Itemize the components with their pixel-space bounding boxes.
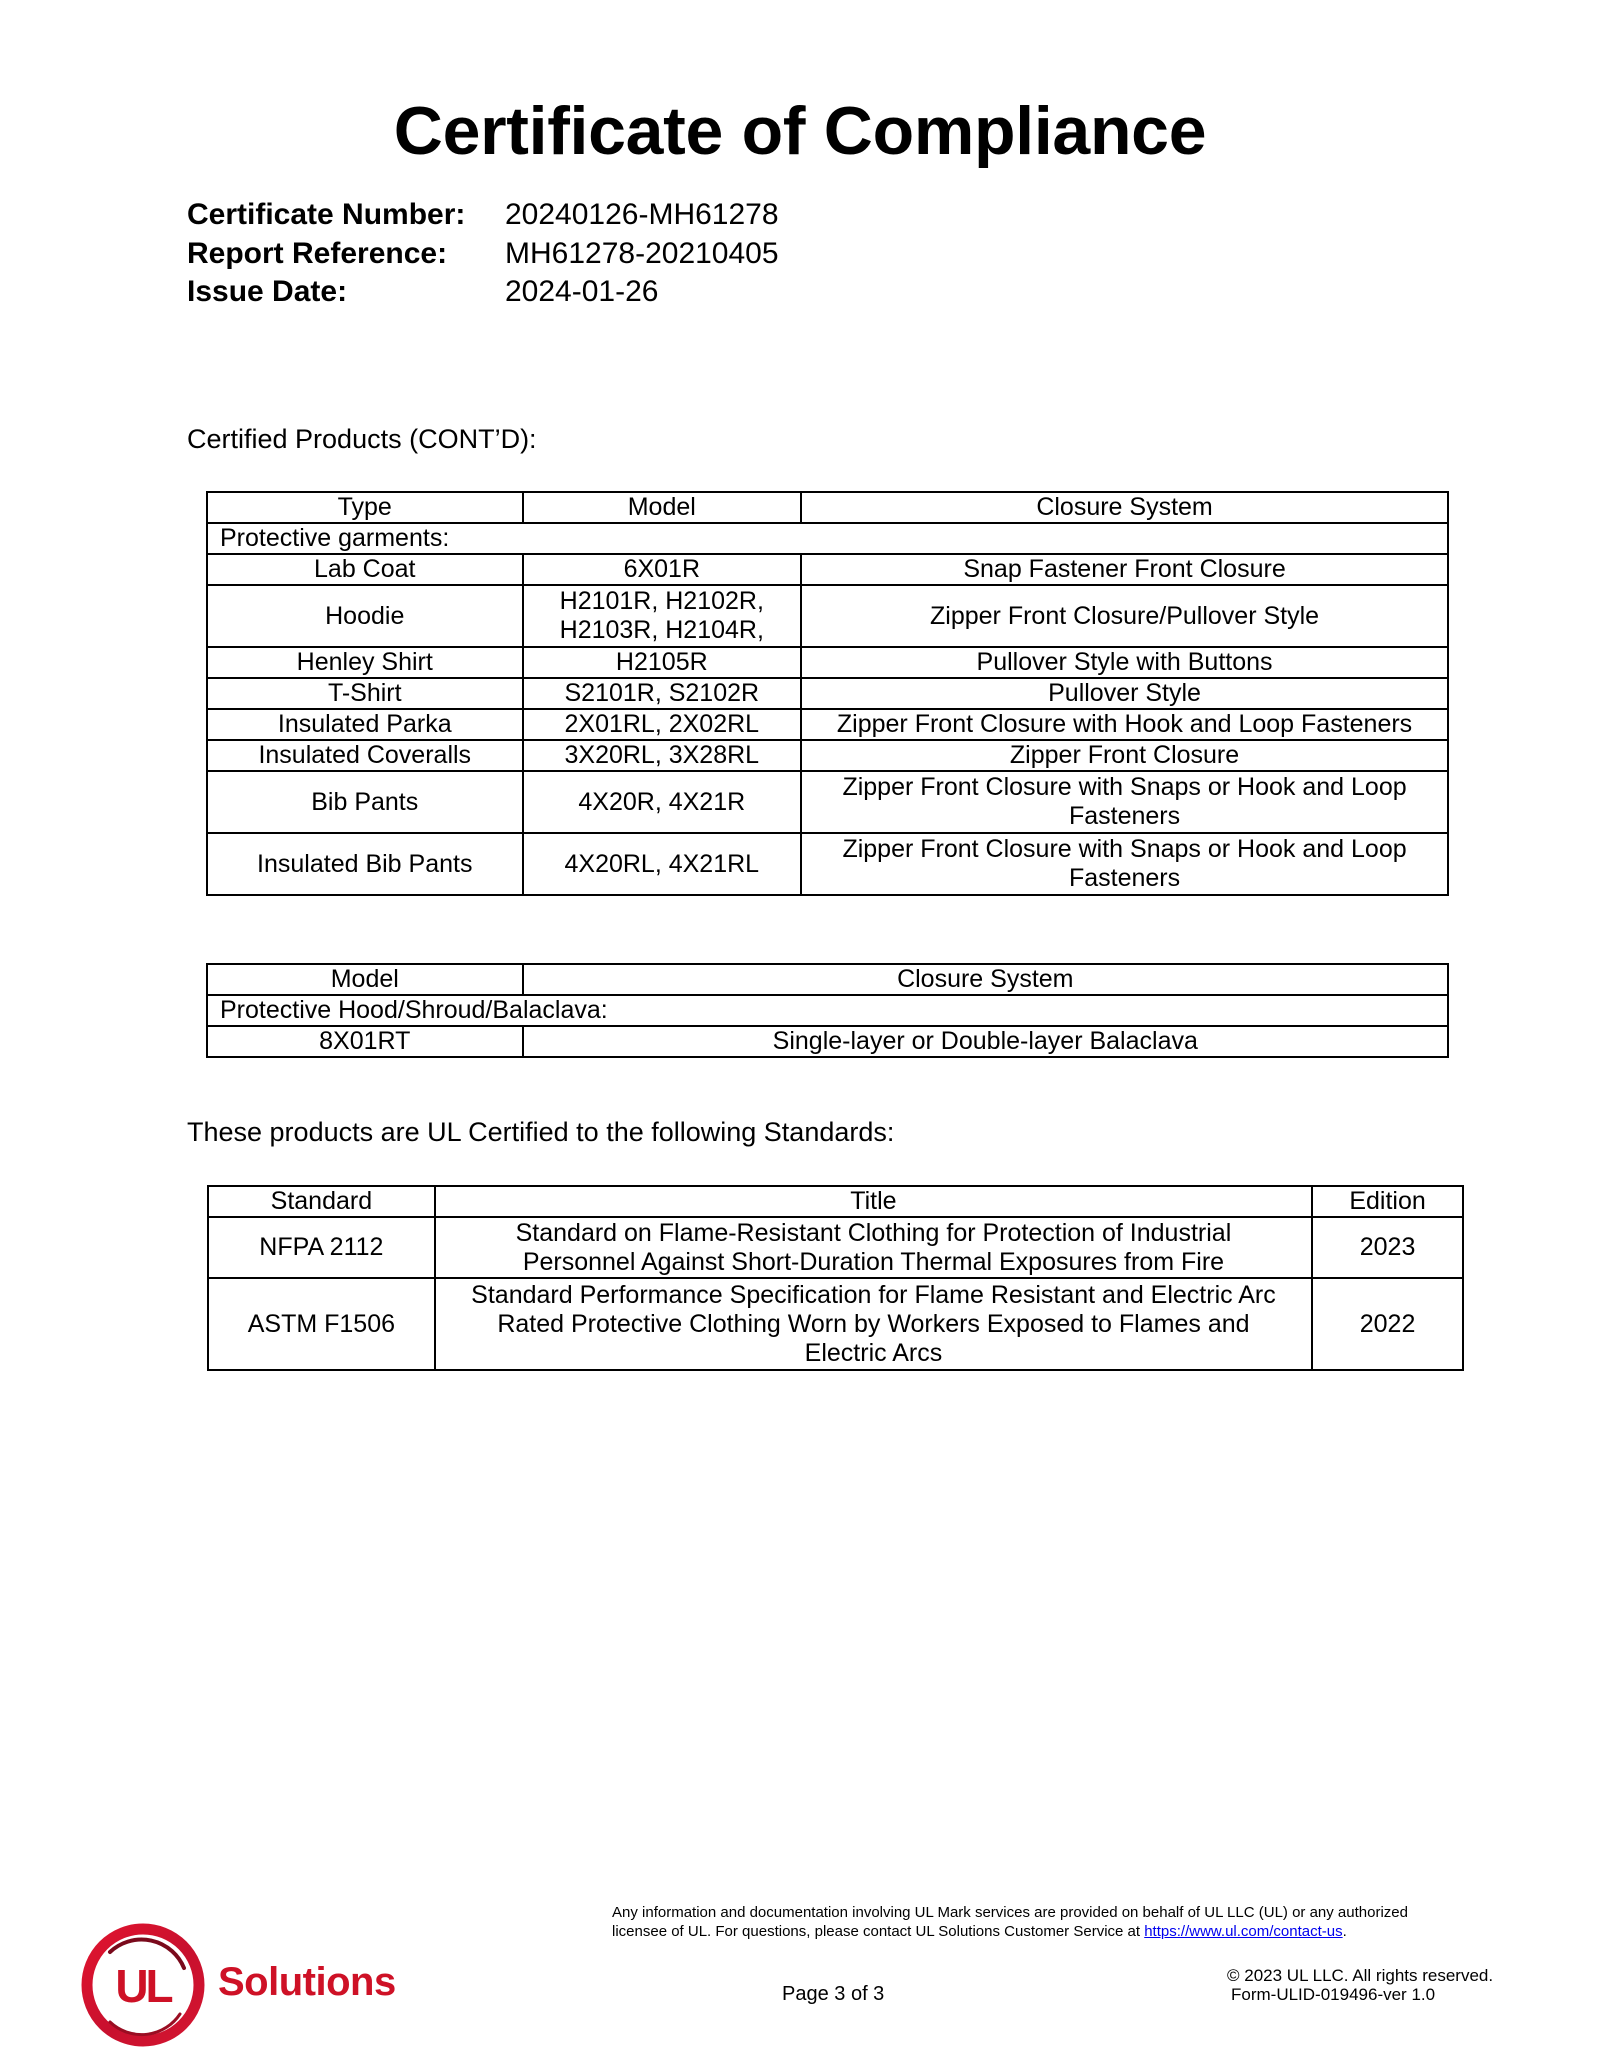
cell-closure <box>801 833 1448 895</box>
cell-closure: Single-layer or Double-layer Balaclava <box>523 1026 1448 1057</box>
cell-model: 4X20R, 4X21R <box>523 771 802 833</box>
certificate-number-row <box>187 196 779 235</box>
issue-date-label: Issue Date: <box>187 275 348 308</box>
cell-model: S2101R, S2102R <box>523 678 802 709</box>
issue-date-value: 2024-01-26 <box>505 275 659 308</box>
cell-model-line: H2101R, H2102R, <box>559 587 764 615</box>
report-reference-label: Report Reference: <box>187 236 448 270</box>
cell-type: T-Shirt <box>207 678 523 709</box>
cell-standard: ASTM F1506 <box>208 1278 435 1370</box>
ul-logo-icon <box>80 1922 206 2048</box>
cell-closure: Zipper Front Closure <box>801 740 1448 771</box>
column-header-closure-system: Closure System <box>523 964 1448 995</box>
table-row <box>207 585 1448 647</box>
table-header-row <box>208 1186 1463 1217</box>
cell-closure: Zipper Front Closure/Pullover Style <box>801 585 1448 647</box>
cell-model: 2X01RL, 2X02RL <box>523 709 802 740</box>
disclaimer-text: licensee of UL. For questions, please contact UL Solutions Customer Service at <box>612 1923 1145 1940</box>
table-row <box>207 833 1448 895</box>
cell-edition: 2022 <box>1312 1278 1463 1370</box>
ul-solutions-logo <box>80 1922 400 2050</box>
cell-title <box>435 1217 1312 1278</box>
cell-model: 6X01R <box>523 554 802 585</box>
disclaimer-line <box>612 1922 1512 1941</box>
issue-date-row <box>187 273 779 312</box>
cell-title-line: Rated Protective Clothing Worn by Workers Exposed to Flames and <box>497 1309 1250 1338</box>
table-header-row <box>207 492 1448 523</box>
cell-closure-line: Fasteners <box>1068 802 1181 830</box>
cell-closure <box>801 771 1448 833</box>
report-reference-row <box>187 235 779 274</box>
copyright-block <box>1227 1966 1493 2004</box>
table-group-row <box>207 995 1448 1026</box>
cell-closure-line: Zipper Front Closure with Snaps or Hook and Loop <box>842 773 1407 801</box>
form-id: Form-ULID-019496-ver 1.0 <box>1231 1985 1436 2004</box>
cell-model: 8X01RT <box>207 1026 523 1057</box>
cell-standard: NFPA 2112 <box>208 1217 435 1278</box>
cell-model: 4X20RL, 4X21RL <box>523 833 802 895</box>
cell-closure: Snap Fastener Front Closure <box>801 554 1448 585</box>
cell-title-line: Standard on Flame-Resistant Clothing for Protection of Industrial <box>515 1218 1232 1247</box>
cell-closure: Pullover Style with Buttons <box>801 647 1448 678</box>
svg-text:UL: UL <box>115 1960 171 2012</box>
column-header-model: Model <box>207 964 523 995</box>
page-number: Page 3 of 3 <box>782 1983 885 2005</box>
cell-title <box>435 1278 1312 1370</box>
cell-model: H2105R <box>523 647 802 678</box>
column-header-closure-system: Closure System <box>801 492 1448 523</box>
cell-model: 3X20RL, 3X28RL <box>523 740 802 771</box>
report-reference-value: MH61278-20210405 <box>505 236 779 270</box>
cell-type: Henley Shirt <box>207 647 523 678</box>
table-row <box>207 709 1448 740</box>
table-row <box>208 1217 1463 1278</box>
copyright-text: © 2023 UL LLC. All rights reserved. <box>1227 1966 1494 1985</box>
table-row <box>207 1026 1448 1057</box>
standards-table <box>207 1185 1464 1371</box>
protective-hood-table <box>206 963 1449 1058</box>
cell-title-line: Personnel Against Short-Duration Thermal Exposures from Fire <box>522 1247 1225 1276</box>
cell-closure-line: Fasteners <box>1068 864 1181 892</box>
column-header-edition: Edition <box>1312 1186 1463 1217</box>
cell-edition: 2023 <box>1312 1217 1463 1278</box>
group-label: Protective Hood/Shroud/Balaclava: <box>207 995 1448 1026</box>
certified-products-heading: Certified Products (CONT’D): <box>187 424 537 454</box>
cell-closure-line: Zipper Front Closure with Snaps or Hook and Loop <box>842 835 1407 863</box>
certificate-number-value: 20240126-MH61278 <box>505 198 779 231</box>
column-header-type: Type <box>207 492 523 523</box>
cell-type: Lab Coat <box>207 554 523 585</box>
table-row <box>207 771 1448 833</box>
column-header-standard: Standard <box>208 1186 435 1217</box>
certified-products-table <box>206 491 1449 896</box>
table-header-row <box>207 964 1448 995</box>
cell-type: Insulated Bib Pants <box>207 833 523 895</box>
disclaimer-period: . <box>1342 1923 1347 1940</box>
cell-type: Hoodie <box>207 585 523 647</box>
column-header-title: Title <box>435 1186 1312 1217</box>
logo-wordmark: Solutions <box>218 1960 396 2004</box>
standards-heading: These products are UL Certified to the following Standards: <box>187 1117 895 1147</box>
table-row <box>208 1278 1463 1370</box>
table-group-row <box>207 523 1448 554</box>
cell-model-line: H2103R, H2104R, <box>559 616 764 644</box>
cell-closure: Pullover Style <box>801 678 1448 709</box>
cell-title-line: Electric Arcs <box>804 1338 943 1367</box>
table-row <box>207 740 1448 771</box>
certificate-number-label: Certificate Number: <box>187 198 466 231</box>
cell-model <box>523 585 802 647</box>
cell-type: Insulated Parka <box>207 709 523 740</box>
contact-us-link[interactable]: https://www.ul.com/contact-us <box>1144 1923 1343 1940</box>
group-label: Protective garments: <box>207 523 1448 554</box>
table-row <box>207 647 1448 678</box>
cell-closure: Zipper Front Closure with Hook and Loop Fasteners <box>801 709 1448 740</box>
column-header-model: Model <box>523 492 802 523</box>
cell-type: Bib Pants <box>207 771 523 833</box>
certificate-meta <box>187 196 779 312</box>
page-title: Certificate of Compliance <box>393 93 1207 169</box>
footer-disclaimer <box>612 1903 1512 1941</box>
cell-title-line: Standard Performance Specification for Flame Resistant and Electric Arc <box>471 1280 1276 1309</box>
cell-type: Insulated Coveralls <box>207 740 523 771</box>
disclaimer-line: Any information and documentation involving UL Mark services are provided on behalf of UL LLC (UL) or any authorized <box>612 1904 1408 1921</box>
table-row <box>207 554 1448 585</box>
table-row <box>207 678 1448 709</box>
